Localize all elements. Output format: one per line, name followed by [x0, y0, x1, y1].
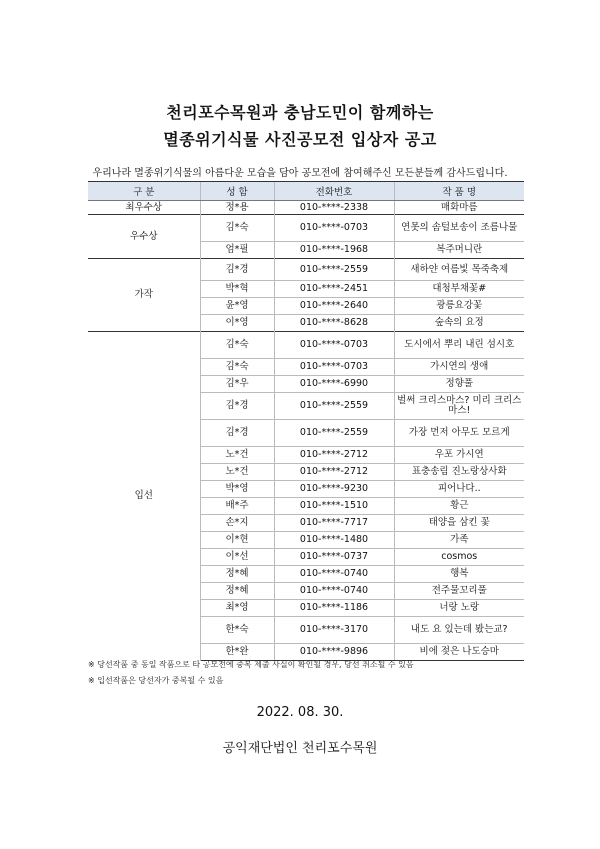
results-body: [88, 201, 524, 661]
header-name: 성 함: [200, 182, 274, 201]
table-row: [88, 215, 524, 242]
name-cell: 박*혁: [200, 281, 274, 298]
phone-cell: 010-****-0740: [274, 583, 394, 600]
name-cell: 김*경: [200, 393, 274, 420]
phone-cell: 010-****-0703: [274, 332, 394, 359]
note-duplicate-winner: ※ 입선작품은 당선자가 중복될 수 있음: [88, 676, 224, 685]
phone-cell: 010-****-9896: [274, 644, 394, 661]
title-cell: 가장 먼저 아무도 모르게: [394, 420, 524, 447]
name-cell: 한*숙: [200, 617, 274, 644]
title-cell: 벌써 크리스마스? 미리 크리스마스!: [394, 393, 524, 420]
category-cell: 가작: [88, 259, 200, 332]
title-cell: 가시연의 생애: [394, 359, 524, 376]
note-duplicate-cancel: ※ 당선작품 중 동일 작품으로 타 공모전에 중복 제출 사실이 확인될 경우, 당선 취소될 수 있음: [88, 660, 414, 669]
phone-cell: 010-****-2640: [274, 298, 394, 315]
phone-cell: 010-****-6990: [274, 376, 394, 393]
title-cell: 가족: [394, 532, 524, 549]
title-cell: 연못의 솜털보송이 조름나물: [394, 215, 524, 242]
title-cell: 비에 젖은 나도승마: [394, 644, 524, 661]
title-cell: 행복: [394, 566, 524, 583]
table-row: [88, 332, 524, 359]
phone-cell: 010-****-7717: [274, 515, 394, 532]
phone-cell: 010-****-0703: [274, 215, 394, 242]
name-cell: 손*지: [200, 515, 274, 532]
title-cell: 정향풀: [394, 376, 524, 393]
category-cell: 최우수상: [88, 201, 200, 215]
phone-cell: 010-****-8628: [274, 315, 394, 332]
phone-cell: 010-****-2559: [274, 420, 394, 447]
name-cell: 이*선: [200, 549, 274, 566]
name-cell: 정*혜: [200, 566, 274, 583]
name-cell: 이*현: [200, 532, 274, 549]
title-cell: 황근: [394, 498, 524, 515]
category-cell: 우수상: [88, 215, 200, 259]
name-cell: 김*숙: [200, 359, 274, 376]
phone-cell: 010-****-2712: [274, 447, 394, 464]
name-cell: 윤*영: [200, 298, 274, 315]
name-cell: 정*용: [200, 201, 274, 215]
phone-cell: 010-****-0740: [274, 566, 394, 583]
title-cell: 광릉요강꽃: [394, 298, 524, 315]
name-cell: 정*혜: [200, 583, 274, 600]
table-row: [88, 259, 524, 281]
header-category: 구 분: [88, 182, 200, 201]
title-cell: 전주물꼬리풀: [394, 583, 524, 600]
phone-cell: 010-****-0737: [274, 549, 394, 566]
title-cell: 도시에서 뿌리 내린 섬시호: [394, 332, 524, 359]
phone-cell: 010-****-1186: [274, 600, 394, 617]
name-cell: 노*건: [200, 464, 274, 481]
organization-name: 공익재단법인 천리포수목원: [222, 741, 378, 756]
phone-cell: 010-****-2451: [274, 281, 394, 298]
title-cell: 태양을 삼킨 꽃: [394, 515, 524, 532]
results-table: [88, 181, 524, 661]
document-title-line2: 멸종위기식물 사진공모전 입상자 공고: [163, 130, 437, 149]
title-cell: 내도 요 있는데 봤는교?: [394, 617, 524, 644]
title-cell: 우포 가시연: [394, 447, 524, 464]
name-cell: 엄*필: [200, 242, 274, 259]
title-cell: 새하얀 여름빛 목죽축제: [394, 259, 524, 281]
phone-cell: 010-****-2712: [274, 464, 394, 481]
phone-cell: 010-****-0703: [274, 359, 394, 376]
title-cell: cosmos: [394, 549, 524, 566]
phone-cell: 010-****-1510: [274, 498, 394, 515]
name-cell: 노*건: [200, 447, 274, 464]
name-cell: 김*숙: [200, 215, 274, 242]
phone-cell: 010-****-3170: [274, 617, 394, 644]
phone-cell: 010-****-2338: [274, 201, 394, 215]
name-cell: 최*영: [200, 600, 274, 617]
phone-cell: 010-****-9230: [274, 481, 394, 498]
phone-cell: 010-****-2559: [274, 393, 394, 420]
category-cell: 입선: [88, 332, 200, 661]
name-cell: 김*경: [200, 420, 274, 447]
name-cell: 박*영: [200, 481, 274, 498]
title-cell: 숲속의 요정: [394, 315, 524, 332]
title-cell: 표충송림 진노랑상사화: [394, 464, 524, 481]
phone-cell: 010-****-1480: [274, 532, 394, 549]
header-title: 작 품 명: [394, 182, 524, 201]
table-header-row: [88, 182, 524, 201]
title-cell: 너랑 노랑: [394, 600, 524, 617]
phone-cell: 010-****-1968: [274, 242, 394, 259]
title-cell: 피어나다..: [394, 481, 524, 498]
title-cell: 대청부채꽃#: [394, 281, 524, 298]
table-row: [88, 201, 524, 215]
intro-text: 우리나라 멸종위기식물의 아름다운 모습을 담아 공모전에 참여해주신 모든분들께 감사드립니다.: [92, 168, 508, 179]
name-cell: 한*완: [200, 644, 274, 661]
name-cell: 이*영: [200, 315, 274, 332]
name-cell: 배*주: [200, 498, 274, 515]
name-cell: 김*숙: [200, 332, 274, 359]
document-title-line1: 천리포수목원과 충남도민이 함께하는: [166, 103, 434, 122]
phone-cell: 010-****-2559: [274, 259, 394, 281]
header-phone: 전화번호: [274, 182, 394, 201]
title-cell: 매화마름: [394, 201, 524, 215]
name-cell: 김*우: [200, 376, 274, 393]
announcement-date: 2022. 08. 30.: [256, 705, 344, 720]
name-cell: 김*경: [200, 259, 274, 281]
title-cell: 복주머니란: [394, 242, 524, 259]
